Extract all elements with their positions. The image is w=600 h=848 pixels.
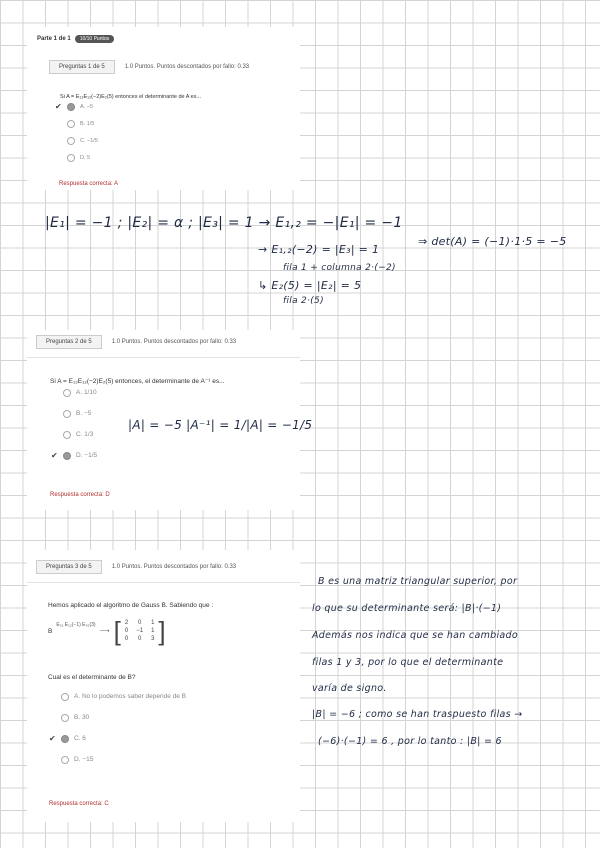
elementary-ops: E₃₁ E₁₂(−1) E₃₂(3): [56, 622, 96, 628]
handwritten-line-3: fila 1 + columna 2·(−2): [283, 263, 396, 273]
option-b[interactable]: [67, 115, 98, 132]
question-points: 1.0 Puntos. Puntos descontados por fallo: 0.33: [111, 564, 237, 570]
question-card-1: [27, 27, 300, 190]
option-label: D. −1/5: [76, 452, 98, 459]
question-number: Preguntas 1 de 5: [49, 60, 115, 74]
option-b[interactable]: [63, 403, 97, 424]
radio-icon[interactable]: [61, 756, 69, 764]
option-a[interactable]: [61, 686, 186, 707]
option-label: B. 1/5: [80, 120, 95, 127]
check-icon: ✔: [51, 451, 58, 460]
handwritten-explanation-5: varía de signo.: [312, 683, 387, 694]
radio-icon[interactable]: [67, 154, 75, 162]
radio-icon[interactable]: [63, 452, 71, 460]
option-label: C. −1/5: [80, 137, 98, 144]
check-icon: ✔: [55, 102, 62, 111]
question-text: Hemos aplicado el algoritmo de Gauss B. Sabiendo que :: [48, 602, 214, 609]
radio-icon[interactable]: [67, 120, 75, 128]
option-label: C. 1/3: [76, 431, 94, 438]
question-text: Si A = E₁₃E₁₂(−2)E₂(5) entonces, el determinante de A⁻¹ es...: [50, 378, 225, 385]
correct-answer: Respuesta correcta: A: [59, 181, 119, 187]
matrix-b-label: B: [48, 627, 53, 635]
handwritten-explanation-1: B es una matriz triangular superior, por: [318, 576, 518, 587]
correct-answer: Respuesta correcta: D: [50, 492, 110, 498]
handwritten-explanation-2: lo que su determinante será: |B|·(−1): [312, 603, 502, 614]
option-label: A. 1/10: [76, 389, 97, 396]
question-number: Preguntas 3 de 5: [36, 560, 102, 574]
matrix-cell: 0: [137, 620, 142, 626]
option-label: D. −15: [74, 756, 94, 763]
option-c[interactable]: [63, 424, 97, 445]
question-points: 1.0 Puntos. Puntos descontados por fallo: 0.33: [111, 339, 237, 345]
part-badge: 10/10 Puntos: [75, 35, 114, 43]
matrix-cell: 1: [151, 628, 155, 634]
handwritten-explanation-4: filas 1 y 3, por lo que el determinante: [312, 657, 504, 668]
option-label: D. 5: [80, 154, 91, 161]
option-c[interactable]: [67, 132, 98, 149]
question-points: 1.0 Puntos. Puntos descontados por fallo: 0.33: [124, 64, 250, 70]
question-text: Si A = E₁₃E₁₂(−2)E₂(5) entonces el determinante de A es...: [60, 94, 202, 100]
radio-icon[interactable]: [63, 410, 71, 418]
radio-icon[interactable]: [61, 693, 69, 701]
matrix-cell: −1: [136, 628, 144, 634]
handwritten-explanation-6: |B| = −6 ; como se han traspuesto filas →: [312, 709, 523, 720]
option-d[interactable]: [51, 445, 98, 466]
radio-icon[interactable]: [61, 735, 69, 743]
question-header: [36, 560, 236, 574]
question-header: [49, 60, 249, 74]
matrix-cell: 1: [151, 620, 155, 626]
option-d[interactable]: [67, 149, 98, 166]
matrix-cell: 0: [124, 636, 129, 642]
radio-icon[interactable]: [63, 431, 71, 439]
question-number: Preguntas 2 de 5: [36, 335, 102, 349]
option-d[interactable]: [61, 749, 186, 770]
handwritten-line-5: fila 2·(5): [283, 296, 324, 306]
question-header: [36, 335, 236, 349]
handwritten-line-1: |E₁| = −1 ; |E₂| = α ; |E₃| = 1 → E₁,₂ = −|E₁| = −1: [45, 215, 403, 231]
handwritten-explanation-3: Además nos indica que se han cambiado: [312, 630, 518, 641]
matrix-cell: 0: [124, 628, 129, 634]
question-text-2: Cual es el determinante de B?: [48, 674, 136, 681]
radio-icon[interactable]: [61, 714, 69, 722]
option-label: A. No lo podemos saber depende de B: [74, 693, 187, 700]
handwritten-result: ⇒ det(A) = (−1)·1·5 = −5: [418, 235, 567, 248]
handwritten-inverse-det: |A| = −5 |A⁻¹| = 1/|A| = −1/5: [128, 418, 313, 432]
matrix-cell: 3: [151, 636, 155, 642]
gauss-expression: B E₃₁ E₁₂(−1) E₃₂(3) ⟶ [ 2 0 1 0 −1 1 0 0 3 ]: [48, 616, 166, 646]
radio-icon[interactable]: [67, 103, 75, 111]
radio-icon[interactable]: [67, 137, 75, 145]
result-matrix: [ 2 0 1 0 −1 1 0 0 3 ]: [113, 616, 166, 646]
matrix-cell: 0: [137, 636, 142, 642]
handwritten-line-2: → E₁,₂(−2) = |E₃| = 1: [258, 243, 380, 256]
question-card-3: [27, 550, 300, 822]
radio-icon[interactable]: [63, 389, 71, 397]
option-a[interactable]: [63, 382, 97, 403]
option-label: B. −5: [76, 410, 92, 417]
matrix-cell: 2: [124, 620, 129, 626]
handwritten-explanation-7: (−6)·(−1) = 6 , por lo tanto : |B| = 6: [318, 736, 502, 747]
check-icon: ✔: [49, 734, 56, 743]
part-title: Parte 1 de 1: [37, 36, 71, 42]
correct-answer: Respuesta correcta: C: [49, 801, 109, 807]
option-label: B. 30: [74, 714, 90, 721]
handwritten-line-4: ↳ E₂(5) = |E₂| = 5: [258, 279, 362, 292]
option-c[interactable]: [49, 728, 186, 749]
option-label: A. −5: [80, 103, 93, 110]
option-a[interactable]: [55, 98, 98, 115]
option-b[interactable]: [61, 707, 186, 728]
option-label: C. 6: [74, 735, 86, 742]
